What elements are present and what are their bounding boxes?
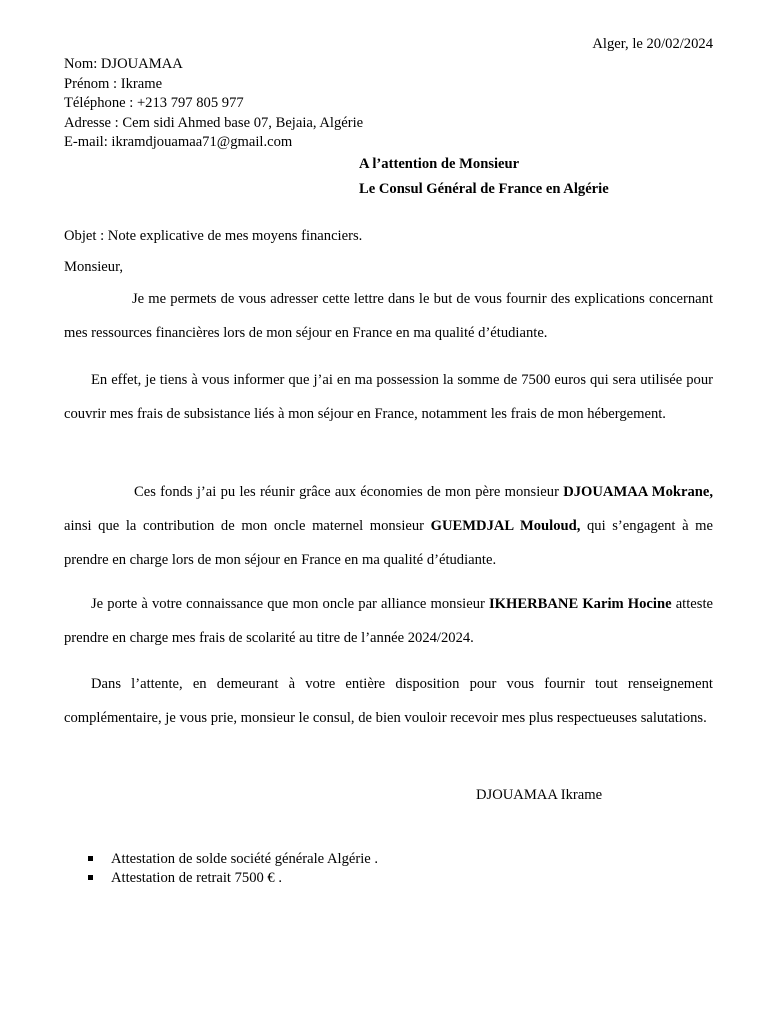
paragraph-sponsors-text-1: Ces fonds j’ai pu les réunir grâce aux économies de mon père monsieur	[134, 484, 564, 500]
paragraph-funds: En effet, je tiens à vous informer que j’ai en ma possession la somme de 7500 euros qui sera utilisée pour couvrir mes frais de subsistance liés à mon séjour en France, notamment les frais de mon hébergement.	[64, 372, 713, 422]
paragraph-sponsors	[64, 475, 713, 577]
paragraph-tuition-text-2: atteste prendre en charge mes frais de scolarité au titre de l’année 2024/2024.	[64, 596, 713, 646]
paragraph-tuition-text-1: Je porte à votre connaissance que mon oncle par alliance monsieur	[91, 596, 489, 612]
paragraph-sponsors-text-2: ainsi que la contribution de mon oncle maternel monsieur	[64, 518, 431, 534]
recipient-block	[359, 152, 609, 202]
attachments-list	[88, 850, 378, 888]
paragraph-intro: Je me permets de vous adresser cette lettre dans le but de vous fournir des explications concernant mes ressources financières lors de mon séjour en France en ma qualité d’étudiante.	[64, 291, 713, 341]
paragraph-tuition	[64, 587, 713, 655]
father-name: DJOUAMAA Mokrane,	[563, 484, 713, 500]
date-line: Alger, le 20/02/2024	[592, 36, 713, 52]
sender-phone: Téléphone : +213 797 805 977	[64, 95, 244, 112]
attachment-item	[88, 850, 378, 869]
square-bullet-icon	[88, 875, 93, 880]
sender-block	[64, 55, 363, 153]
recipient-line-1: A l’attention de Monsieur	[359, 156, 520, 172]
attachment-label: Attestation de solde société générale Algérie .	[111, 851, 379, 867]
uncle-alliance-name: IKHERBANE Karim Hocine	[488, 596, 672, 612]
sender-name: Nom: DJOUAMAA	[64, 56, 183, 72]
square-bullet-icon	[88, 856, 93, 861]
subject-line: Objet : Note explicative de mes moyens financiers.	[64, 228, 363, 244]
attachment-item	[88, 869, 378, 888]
signature: DJOUAMAA Ikrame	[476, 787, 603, 803]
sender-first-name: Prénom : Ikrame	[64, 75, 163, 92]
sender-email: E-mail: ikramdjouamaa71@gmail.com	[64, 134, 293, 151]
attachment-label: Attestation de retrait 7500 € .	[111, 870, 283, 886]
sender-address: Adresse : Cem sidi Ahmed base 07, Bejaia, Algérie	[64, 114, 364, 131]
salutation: Monsieur,	[64, 259, 124, 275]
paragraph-closing: Dans l’attente, en demeurant à votre entière disposition pour vous fournir tout renseignement complémentaire, je vous prie, monsieur le consul, de bien vouloir recevoir mes plus respectueuses salutations.	[64, 676, 713, 726]
uncle-maternal-name: GUEMDJAL Mouloud,	[430, 518, 581, 534]
paragraph-sponsors-text-3: qui s’engagent à me prendre en charge lors de mon séjour en France en ma qualité d’étudiante.	[64, 518, 713, 568]
recipient-line-2: Le Consul Général de France en Algérie	[359, 181, 609, 197]
